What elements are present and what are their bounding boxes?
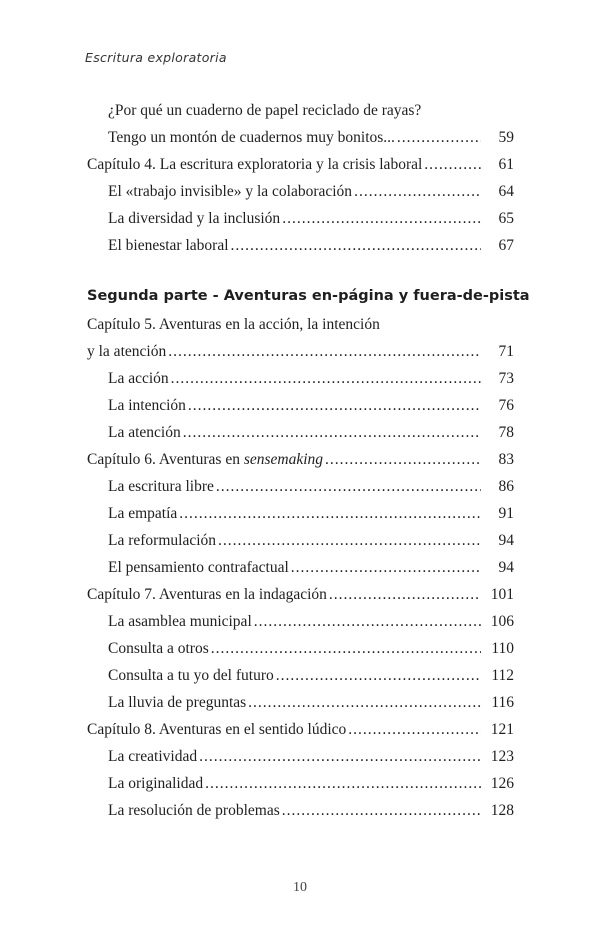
toc-section-title: El bienestar laboral [108, 237, 229, 254]
page-number: 10 [293, 880, 307, 895]
toc-section-title: La lluvia de preguntas [108, 694, 247, 711]
toc-page-number: 91 [498, 505, 514, 522]
dot-leader [291, 554, 481, 581]
toc-section-title: El pensamiento contrafactual [108, 559, 289, 576]
dot-leader [325, 446, 481, 473]
toc-page-number: 121 [490, 721, 514, 738]
toc-section-title: La acción [108, 370, 169, 387]
toc-chapter-title-prefix: Capítulo 6. Aventuras en [87, 451, 244, 468]
dot-leader [282, 205, 481, 232]
dot-leader [254, 608, 481, 635]
toc-section-title: La intención [108, 397, 186, 414]
dot-leader [348, 716, 481, 743]
toc-section[interactable] [87, 205, 514, 232]
toc-chapter-title-cont: y la atención [87, 343, 167, 360]
toc-entry-carryover-line2[interactable] [87, 124, 514, 151]
toc-chapter-title: Capítulo 5. Aventuras en la acción, la intención [87, 316, 380, 333]
toc-section-title: El «trabajo invisible» y la colaboración [108, 183, 353, 200]
toc-section[interactable] [87, 500, 514, 527]
toc-chapter-8[interactable] [87, 716, 514, 743]
toc-page-number: 110 [491, 640, 514, 657]
toc-part-heading[interactable]: Segunda parte - Aventuras en-página y fuera-de-pista [87, 288, 530, 304]
toc-chapter-title [87, 446, 323, 473]
toc-page-number: 83 [498, 451, 514, 468]
dot-leader [276, 662, 481, 689]
dot-leader [183, 419, 481, 446]
toc-chapter-title: Capítulo 4. La escritura exploratoria y la crisis laboral [87, 156, 423, 173]
dot-leader [199, 743, 481, 770]
dot-leader [282, 797, 481, 824]
dot-leader [168, 338, 481, 365]
toc-chapter-5-line2[interactable] [87, 338, 514, 365]
toc-page-number: 86 [498, 478, 514, 495]
table-of-contents [87, 97, 530, 824]
toc-chapter-7[interactable] [87, 581, 514, 608]
toc-page-number: 67 [498, 237, 514, 254]
toc-page-number: 106 [490, 613, 514, 630]
toc-entry-title: Tengo un montón de cuadernos muy bonitos... [108, 129, 395, 146]
toc-section[interactable] [87, 662, 514, 689]
toc-page-number: 78 [498, 424, 514, 441]
toc-chapter-4[interactable] [87, 151, 514, 178]
dot-leader [216, 473, 481, 500]
dot-leader [329, 581, 481, 608]
toc-page-number: 112 [491, 667, 514, 684]
toc-page-number: 71 [498, 343, 514, 360]
toc-section-title: La empatía [108, 505, 178, 522]
dot-leader [179, 500, 481, 527]
toc-page-number: 61 [498, 156, 514, 173]
toc-page-number: 76 [498, 397, 514, 414]
toc-entry-title: ¿Por qué un cuaderno de papel reciclado de rayas? [108, 102, 422, 119]
toc-section-title: La originalidad [108, 775, 204, 792]
toc-section-title: La reformulación [108, 532, 217, 549]
toc-page-number: 94 [498, 532, 514, 549]
toc-section-title: La escritura libre [108, 478, 214, 495]
dot-leader [218, 527, 481, 554]
toc-section[interactable] [87, 527, 514, 554]
dot-leader [205, 770, 481, 797]
toc-section[interactable] [87, 473, 514, 500]
toc-chapter-6[interactable] [87, 446, 514, 473]
dot-leader [397, 124, 481, 151]
dot-leader [188, 392, 481, 419]
running-head: Escritura exploratoria [85, 50, 227, 65]
toc-page-number: 94 [498, 559, 514, 576]
dot-leader [171, 365, 481, 392]
toc-chapter-5-line1[interactable] [87, 311, 514, 338]
toc-section-title: La resolución de problemas [108, 802, 280, 819]
toc-chapter-title: Capítulo 7. Aventuras en la indagación [87, 586, 327, 603]
toc-page-number: 59 [498, 129, 514, 146]
toc-section-title: Consulta a otros [108, 640, 209, 657]
toc-page-number: 101 [490, 586, 514, 603]
toc-page-number: 123 [490, 748, 514, 765]
toc-section-title: La asamblea municipal [108, 613, 252, 630]
toc-section[interactable] [87, 743, 514, 770]
toc-section[interactable] [87, 554, 514, 581]
dot-leader [354, 178, 481, 205]
toc-section-title: La creatividad [108, 748, 198, 765]
toc-section[interactable] [87, 232, 514, 259]
toc-page-number: 116 [491, 694, 514, 711]
dot-leader [211, 635, 481, 662]
dot-leader [424, 151, 481, 178]
toc-page-number: 64 [498, 183, 514, 200]
toc-section-title: Consulta a tu yo del futuro [108, 667, 274, 684]
toc-section[interactable] [87, 608, 514, 635]
toc-section[interactable] [87, 365, 514, 392]
toc-page-number: 126 [490, 775, 514, 792]
toc-section[interactable] [87, 770, 514, 797]
dot-leader [248, 689, 481, 716]
toc-chapter-title: Capítulo 8. Aventuras en el sentido lúdico [87, 721, 347, 738]
dot-leader [231, 232, 481, 259]
toc-section[interactable] [87, 689, 514, 716]
toc-section-title: La atención [108, 424, 181, 441]
toc-section[interactable] [87, 797, 514, 824]
toc-chapter-title-italic: sensemaking [243, 451, 324, 468]
toc-section[interactable] [87, 419, 514, 446]
toc-section[interactable] [87, 392, 514, 419]
toc-page-number: 73 [498, 370, 514, 387]
toc-page-number: 128 [490, 802, 514, 819]
toc-section[interactable] [87, 178, 514, 205]
toc-section-title: La diversidad y la inclusión [108, 210, 281, 227]
toc-page-number: 65 [498, 210, 514, 227]
toc-entry-carryover-line1 [87, 97, 514, 124]
toc-section[interactable] [87, 635, 514, 662]
